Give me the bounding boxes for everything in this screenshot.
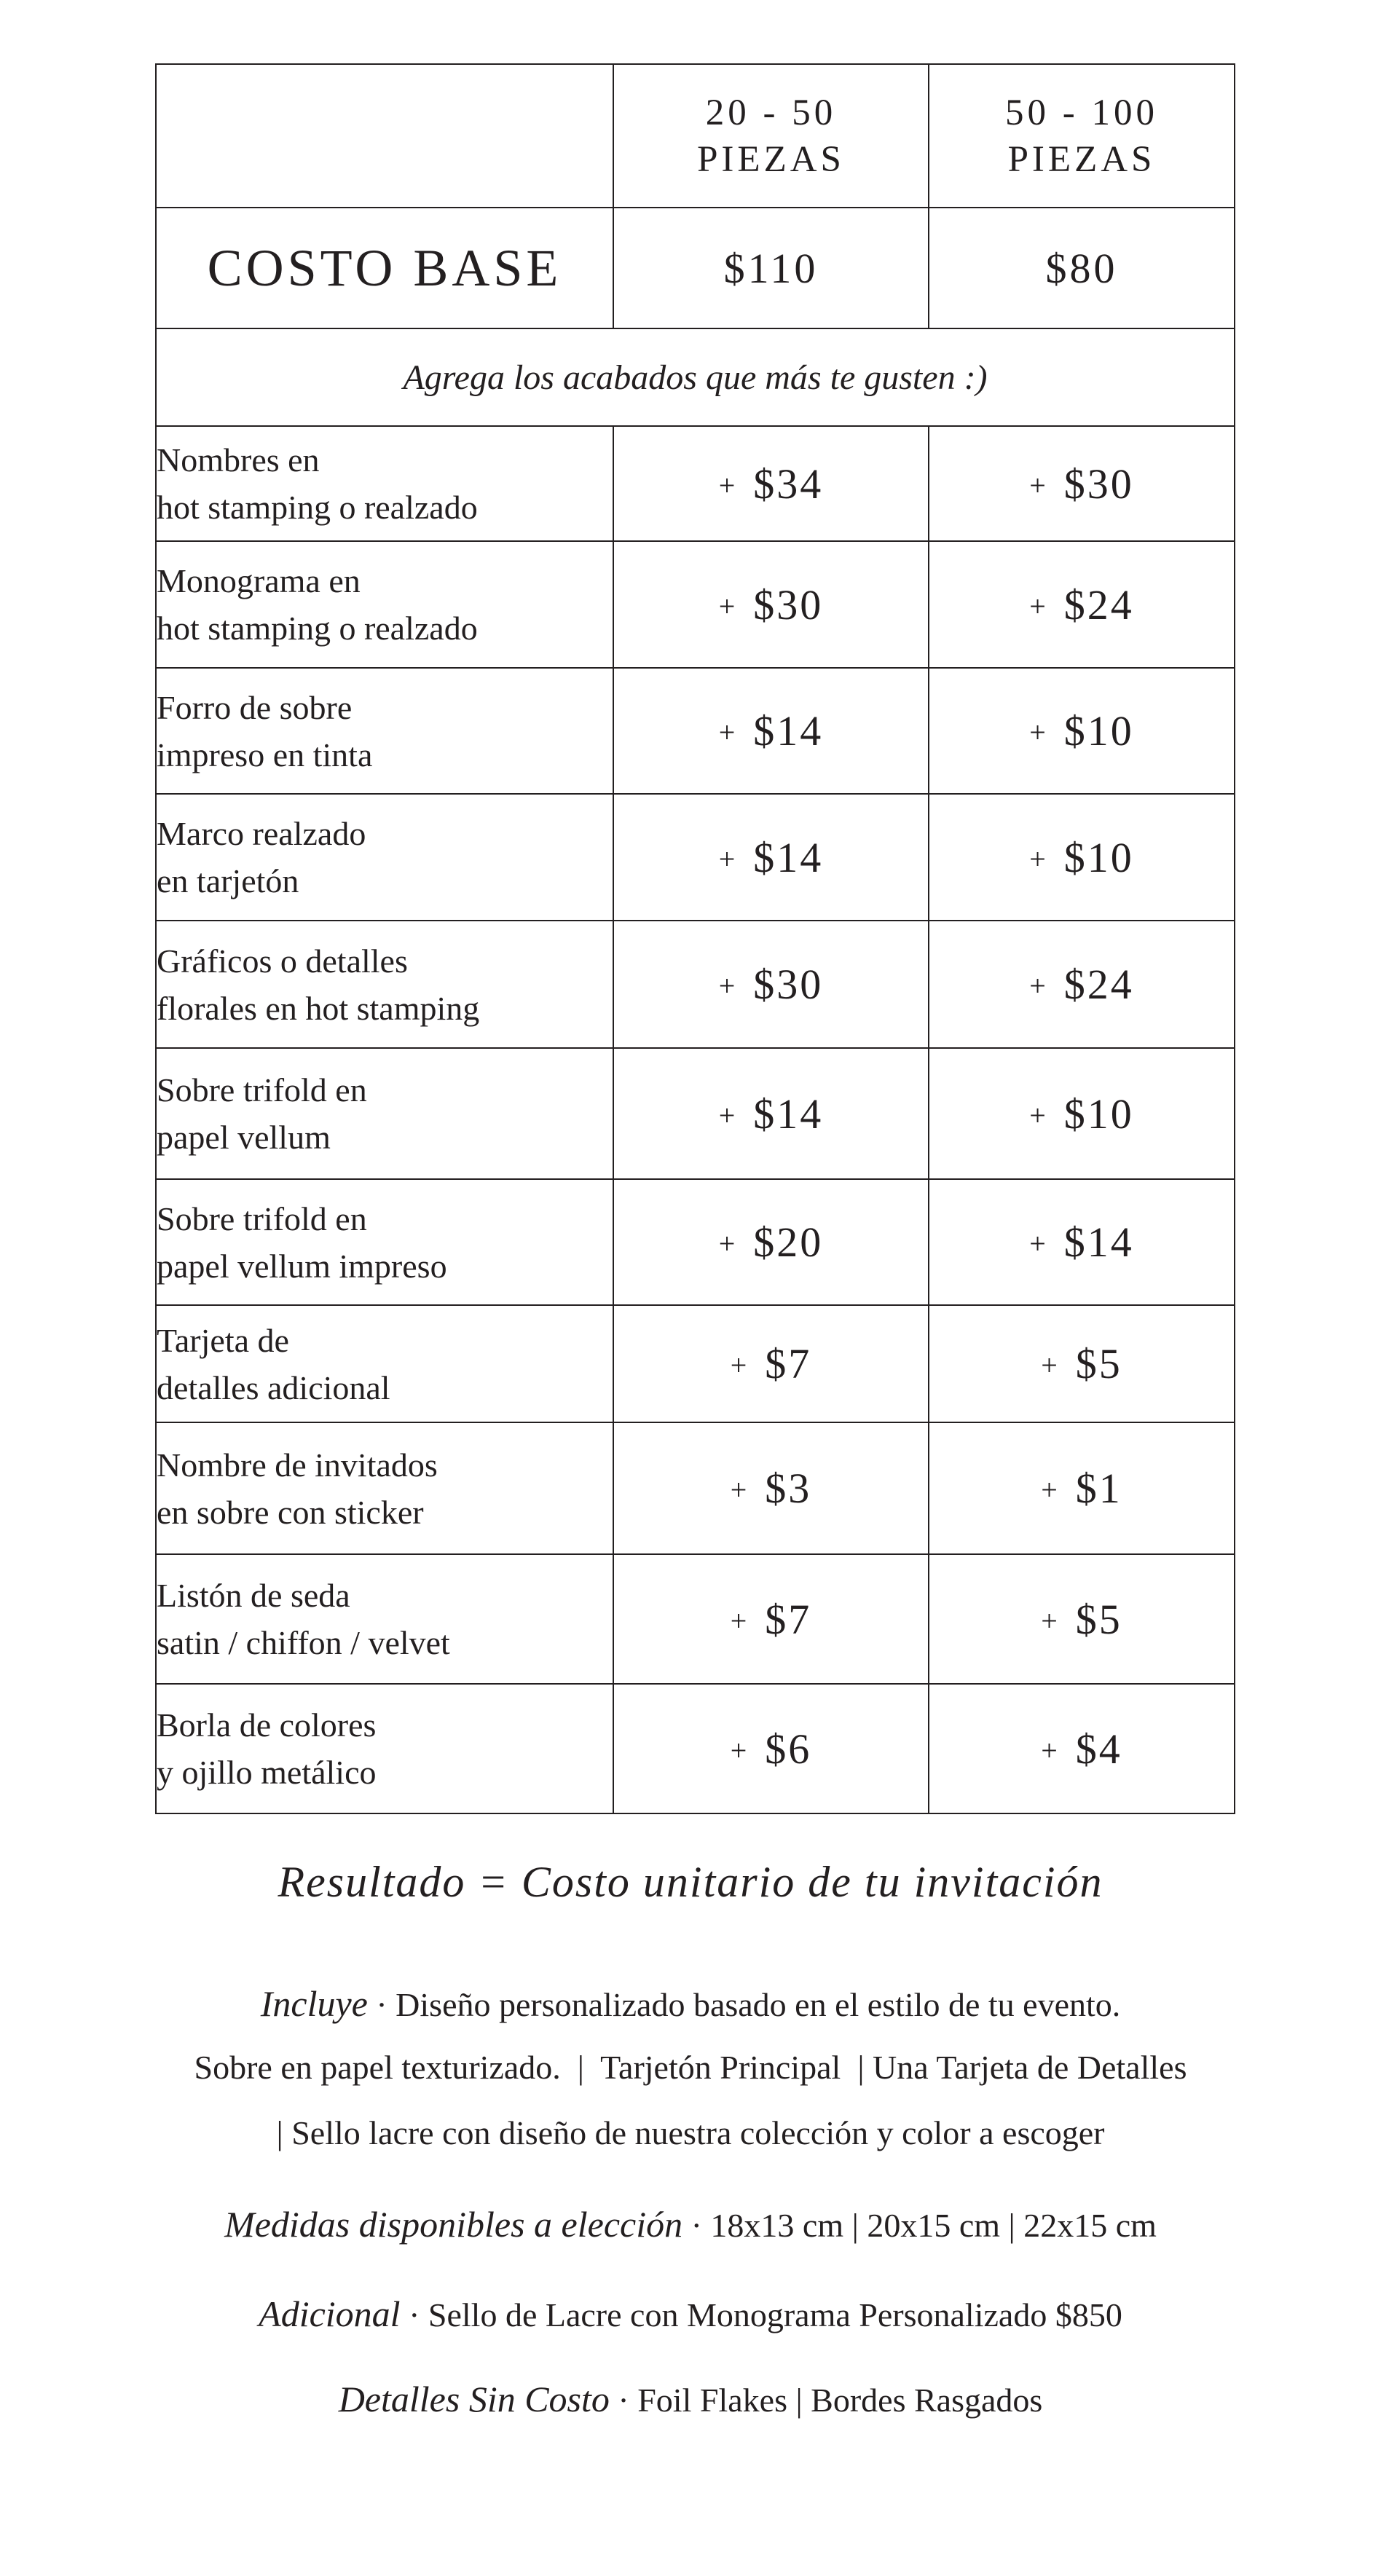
finish-price-50-100 (929, 426, 1235, 541)
price-value: $4 (1075, 1725, 1122, 1773)
price-value: $10 (1063, 833, 1134, 881)
finish-name: Listón de seda satin / chiffon / velvet (156, 1554, 613, 1684)
price-value: $30 (1063, 460, 1134, 508)
finish-price-20-50 (613, 1422, 929, 1554)
includes-line-1 (0, 1982, 1381, 2025)
plus-sign: + (1029, 716, 1048, 749)
qty-20-50-header: 20 - 50 PIEZAS (613, 64, 929, 208)
includes-label: Incluye (260, 1983, 368, 2024)
finish-name: Forro de sobre impreso en tinta (156, 668, 613, 794)
price-value: $20 (753, 1218, 824, 1266)
finish-price-50-100 (929, 1179, 1235, 1305)
finish-row (156, 541, 1235, 668)
sizes-text: · 18x13 cm | 20x15 cm | 22x15 cm (682, 2207, 1157, 2244)
free-details-label: Detalles Sin Costo (338, 2379, 610, 2419)
plus-sign: + (718, 716, 738, 749)
plus-sign: + (718, 589, 738, 623)
plus-sign: + (1041, 1349, 1060, 1382)
price-value: $6 (765, 1725, 812, 1773)
finish-price-20-50 (613, 1554, 929, 1684)
finish-price-50-100 (929, 1554, 1235, 1684)
price-value: $14 (1063, 1218, 1134, 1266)
finish-price-50-100 (929, 921, 1235, 1048)
base-cost-label: COSTO BASE (156, 208, 613, 328)
finish-price-20-50 (613, 794, 929, 921)
base-cost-20-50: $110 (613, 208, 929, 328)
finish-name: Sobre trifold en papel vellum (156, 1048, 613, 1179)
plus-sign: + (718, 1227, 738, 1260)
additional-text: · Sello de Lacre con Monograma Personalizado $850 (400, 2296, 1122, 2333)
finish-price-20-50 (613, 1048, 929, 1179)
price-value: $24 (1063, 580, 1134, 629)
finish-row (156, 1179, 1235, 1305)
finish-name: Tarjeta de detalles adicional (156, 1305, 613, 1422)
plus-sign: + (1029, 589, 1048, 623)
finish-price-50-100 (929, 668, 1235, 794)
price-value: $14 (753, 1090, 824, 1138)
plus-sign: + (718, 842, 738, 875)
price-value: $14 (753, 833, 824, 881)
price-value: $7 (765, 1340, 812, 1387)
finish-row (156, 1554, 1235, 1684)
finish-price-20-50 (613, 541, 929, 668)
finish-name: Marco realzado en tarjetón (156, 794, 613, 921)
plus-sign: + (730, 1733, 749, 1767)
includes-text: · Diseño personalizado basado en el estilo de tu evento. (367, 1986, 1121, 2023)
result-formula: Resultado = Costo unitario de tu invitación (278, 1858, 1103, 1906)
plus-sign: + (1041, 1473, 1060, 1506)
price-value: $3 (765, 1465, 812, 1512)
sizes-label: Medidas disponibles a elección (224, 2204, 683, 2245)
plus-sign: + (718, 969, 738, 1002)
sizes-line (0, 2203, 1381, 2245)
finish-name: Sobre trifold en papel vellum impreso (156, 1179, 613, 1305)
includes-line-2: Sobre en papel texturizado. | Tarjetón Principal | Una Tarjeta de Detalles (194, 2049, 1187, 2086)
finish-price-20-50 (613, 1305, 929, 1422)
plus-sign: + (730, 1349, 749, 1382)
free-details-line (0, 2378, 1381, 2420)
includes-line-3: | Sello lacre con diseño de nuestra colección y color a escoger (276, 2114, 1105, 2151)
price-value: $7 (765, 1595, 812, 1643)
plus-sign: + (718, 468, 738, 502)
price-value: $34 (753, 460, 824, 508)
price-value: $14 (753, 707, 824, 755)
price-value: $30 (753, 580, 824, 629)
additional-line (0, 2293, 1381, 2335)
finish-price-20-50 (613, 668, 929, 794)
finish-price-50-100 (929, 541, 1235, 668)
price-value: $5 (1075, 1595, 1122, 1643)
finish-row (156, 1422, 1235, 1554)
finish-row (156, 668, 1235, 794)
finishes-note-row (156, 328, 1235, 426)
finish-price-50-100 (929, 1305, 1235, 1422)
additional-label: Adicional (259, 2293, 401, 2334)
finish-row (156, 1048, 1235, 1179)
plus-sign: + (1029, 1227, 1048, 1260)
plus-sign: + (1041, 1733, 1060, 1767)
finish-price-20-50 (613, 1684, 929, 1813)
plus-sign: + (1029, 842, 1048, 875)
finish-price-50-100 (929, 1422, 1235, 1554)
plus-sign: + (730, 1473, 749, 1506)
price-value: $10 (1063, 1090, 1134, 1138)
price-value: $1 (1075, 1465, 1122, 1512)
qty-50-100-header: 50 - 100 PIEZAS (929, 64, 1235, 208)
plus-sign: + (730, 1604, 749, 1637)
price-value: $30 (753, 961, 824, 1008)
price-value: $24 (1063, 961, 1134, 1008)
pricing-table (155, 63, 1235, 1814)
finish-row (156, 921, 1235, 1048)
empty-header-cell (156, 64, 613, 208)
finish-name: Monograma en hot stamping o realzado (156, 541, 613, 668)
finish-price-20-50 (613, 426, 929, 541)
finish-price-50-100 (929, 794, 1235, 921)
base-cost-row (156, 208, 1235, 328)
plus-sign: + (1029, 468, 1048, 502)
finish-row (156, 794, 1235, 921)
finish-row (156, 426, 1235, 541)
free-details-text: · Foil Flakes | Bordes Rasgados (609, 2382, 1043, 2419)
finish-price-50-100 (929, 1684, 1235, 1813)
plus-sign: + (1029, 969, 1048, 1002)
quantity-header-row (156, 64, 1235, 208)
finish-name: Nombre de invitados en sobre con sticker (156, 1422, 613, 1554)
finish-name: Gráficos o detalles florales en hot stamping (156, 921, 613, 1048)
finish-row (156, 1305, 1235, 1422)
finishes-note: Agrega los acabados que más te gusten :) (156, 328, 1235, 426)
plus-sign: + (1041, 1604, 1060, 1637)
plus-sign: + (1029, 1098, 1048, 1132)
finish-price-20-50 (613, 1179, 929, 1305)
finish-name: Nombres en hot stamping o realzado (156, 426, 613, 541)
price-value: $10 (1063, 707, 1134, 755)
price-value: $5 (1075, 1340, 1122, 1387)
finish-row (156, 1684, 1235, 1813)
finish-name: Borla de colores y ojillo metálico (156, 1684, 613, 1813)
plus-sign: + (718, 1098, 738, 1132)
finish-price-20-50 (613, 921, 929, 1048)
base-cost-50-100: $80 (929, 208, 1235, 328)
finishes-list (156, 426, 1235, 1813)
finish-price-50-100 (929, 1048, 1235, 1179)
